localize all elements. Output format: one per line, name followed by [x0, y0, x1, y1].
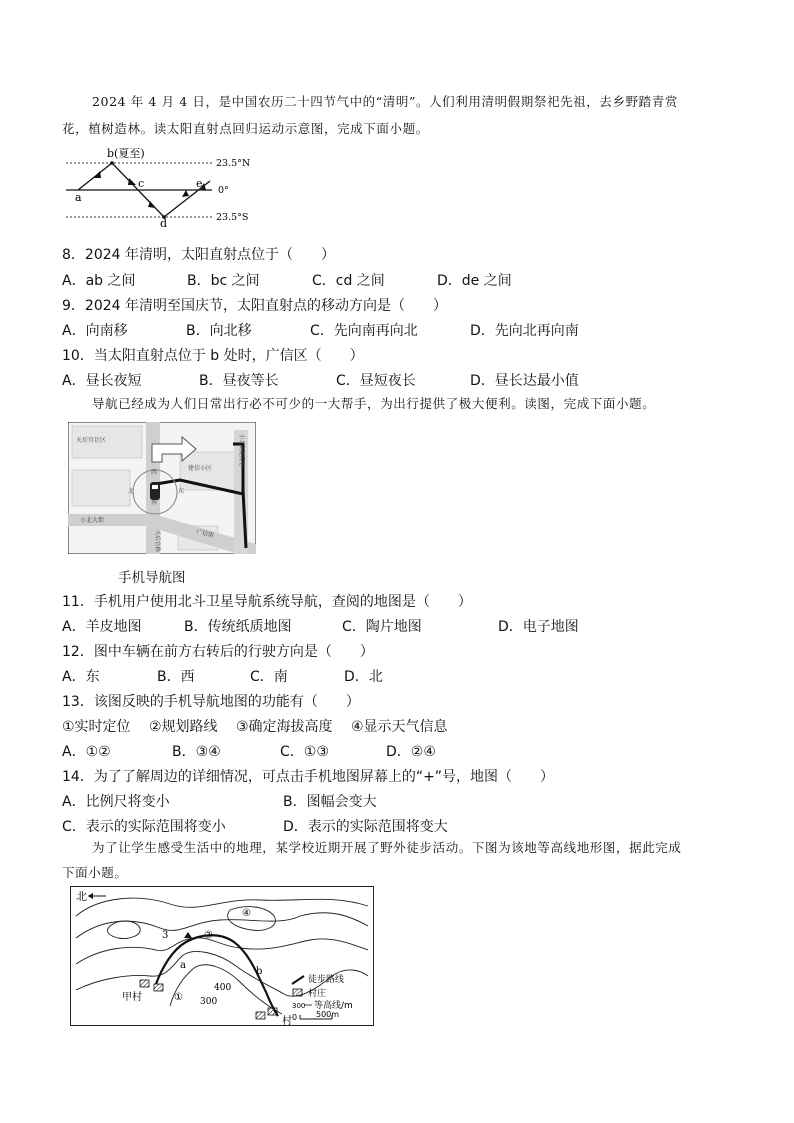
- label-vertical-road: 天后宫路: [154, 530, 160, 553]
- label-3: 3: [162, 930, 169, 941]
- car-window: [152, 485, 158, 489]
- phone-navigation-map: [68, 422, 256, 554]
- question-8: 8．2024 年清明，太阳直射点位于（ ）: [62, 247, 335, 263]
- label-e: e: [196, 177, 203, 190]
- village-icon: [154, 984, 163, 991]
- lat-equator-label: 0°: [218, 185, 229, 196]
- arrow-icon: [128, 178, 136, 185]
- solar-migration-diagram: [60, 145, 260, 227]
- q13-choices: ①实时定位 ②规划路线 ③确定海拔高度 ④显示天气信息: [62, 719, 448, 735]
- label-a: a: [75, 191, 82, 204]
- lat-north-label: 23.5°N: [216, 158, 251, 169]
- q8-option-c[interactable]: C．cd 之间: [312, 273, 385, 289]
- q11-option-a[interactable]: A．羊皮地图: [62, 619, 142, 635]
- q14-option-b[interactable]: B．图幅会变大: [283, 794, 377, 810]
- q9-option-c[interactable]: C．先向南再向北: [310, 323, 418, 339]
- q14-option-a[interactable]: A．比例尺将变小: [62, 794, 170, 810]
- legend-contour-sample: 300: [292, 1002, 306, 1010]
- intro-line: 2024 年 4 月 4 日，是中国农历二十四节气中的“清明”。人们利用清明假期祭祀先祖，去乡野踏青赏: [92, 94, 678, 109]
- label-xiaobei-road: 小北大街: [80, 517, 105, 524]
- q11-option-d[interactable]: D．电子地图: [498, 619, 579, 635]
- car-icon: [150, 482, 160, 500]
- village-icon: [140, 980, 149, 987]
- label-d: d: [160, 217, 168, 227]
- legend-village-label: 村庄: [308, 989, 327, 999]
- label-c: c: [138, 177, 145, 190]
- nav-map-caption: 手机导航图: [118, 570, 186, 586]
- map-block: [72, 470, 130, 506]
- scale-zero: 0: [292, 1013, 298, 1022]
- intro-line: 花，植树造林。读太阳直射点回归运动示意图，完成下面小题。: [62, 121, 429, 136]
- q8-option-b[interactable]: B．bc 之间: [187, 273, 260, 289]
- question-12: 12．图中车辆在前方右转后的行驶方向是（ ）: [62, 644, 374, 660]
- label-1: ①: [174, 992, 183, 1003]
- q9-option-b[interactable]: B．向北移: [186, 323, 252, 339]
- label-2: ②: [204, 930, 213, 941]
- question-14: 14．为了了解周边的详细情况，可点击手机地图屏幕上的“+”号，地图（ ）: [62, 769, 555, 785]
- q12-option-c[interactable]: C．南: [250, 669, 288, 685]
- q11-option-b[interactable]: B．传统纸质地图: [184, 619, 292, 635]
- arrow-icon: [93, 171, 101, 178]
- q10-option-b[interactable]: B．昼夜等长: [199, 373, 279, 389]
- village-jia-label: 甲村: [122, 992, 142, 1003]
- label-a: a: [180, 960, 186, 971]
- q10-option-a[interactable]: A．昼长夜短: [62, 373, 142, 389]
- q13-option-d[interactable]: D．②④: [386, 744, 436, 760]
- question-9: 9．2024 年清明至国庆节，太阳直射点的移动方向是（ ）: [62, 298, 447, 314]
- q8-option-d[interactable]: D．de 之间: [437, 273, 512, 289]
- question-10: 10．当太阳直射点位于 b 处时，广信区（ ）: [62, 348, 364, 364]
- label-tianhou: 天后宫社区: [76, 437, 107, 444]
- label-b: b: [256, 966, 263, 977]
- q9-option-a[interactable]: A．向南移: [62, 323, 128, 339]
- village-icon: [256, 1012, 265, 1019]
- scale-value: 500m: [316, 1010, 340, 1019]
- q12-option-a[interactable]: A．东: [62, 669, 100, 685]
- q12-option-d[interactable]: D．北: [344, 669, 383, 685]
- q12-option-b[interactable]: B．西: [157, 669, 195, 685]
- q8-option-a[interactable]: A．ab 之间: [62, 273, 136, 289]
- contour-300-label: 300: [200, 997, 218, 1007]
- label-guangxin-street: 广信街: [195, 528, 215, 540]
- question-13: 13．该图反映的手机导航地图的功能有（ ）: [62, 694, 360, 710]
- legend-route-label: 徒步路线: [308, 975, 345, 985]
- arrow-icon: [182, 190, 189, 197]
- q13-option-a[interactable]: A．①②: [62, 744, 111, 760]
- q9-option-d[interactable]: D．先向北再向南: [470, 323, 579, 339]
- q10-option-c[interactable]: C．昼短夜长: [336, 373, 416, 389]
- q10-option-d[interactable]: D．昼长达最小值: [470, 373, 579, 389]
- q14-option-c[interactable]: C．表示的实际范围将变小: [62, 819, 226, 835]
- north-label: 北: [76, 890, 87, 903]
- label-compass-s: 南: [151, 499, 158, 506]
- contour-400-label: 400: [214, 983, 232, 993]
- point-b: [110, 161, 114, 165]
- village-icon: [268, 1008, 277, 1015]
- q14-option-d[interactable]: D．表示的实际范围将变大: [283, 819, 448, 835]
- label-compass-e: 东: [178, 488, 185, 495]
- label-compass-w: 北: [128, 488, 135, 495]
- q11-option-c[interactable]: C．陶片地图: [342, 619, 422, 635]
- label-jianxin: 建信小区: [188, 465, 213, 472]
- label-b: b(夏至): [107, 147, 145, 160]
- intro-line: 下面小题。: [62, 865, 128, 880]
- lat-south-label: 23.5°S: [216, 212, 249, 223]
- label-right-road: 小北街健民巷: [238, 434, 244, 468]
- label-4: ④: [242, 908, 251, 919]
- village-other-label: 村: [282, 1016, 292, 1026]
- q13-option-b[interactable]: B．③④: [172, 744, 221, 760]
- legend-contour-label: 等高线/m: [314, 1001, 353, 1011]
- legend-village-icon: [293, 989, 302, 996]
- question-11: 11．手机用户使用北斗卫星导航系统导航，查阅的地图是（ ）: [62, 594, 472, 610]
- q13-option-c[interactable]: C．①③: [280, 744, 329, 760]
- contour-map: [70, 886, 374, 1026]
- intro-line: 导航已经成为人们日常出行必不可少的一大帮手，为出行提供了极大便利。读图，完成下面小题。: [92, 396, 656, 411]
- intro-line: 为了让学生感受生活中的地理，某学校近期开展了野外徒步活动。下图为该地等高线地形图，据此完成: [92, 840, 682, 855]
- label-compass-n: 西: [151, 469, 158, 476]
